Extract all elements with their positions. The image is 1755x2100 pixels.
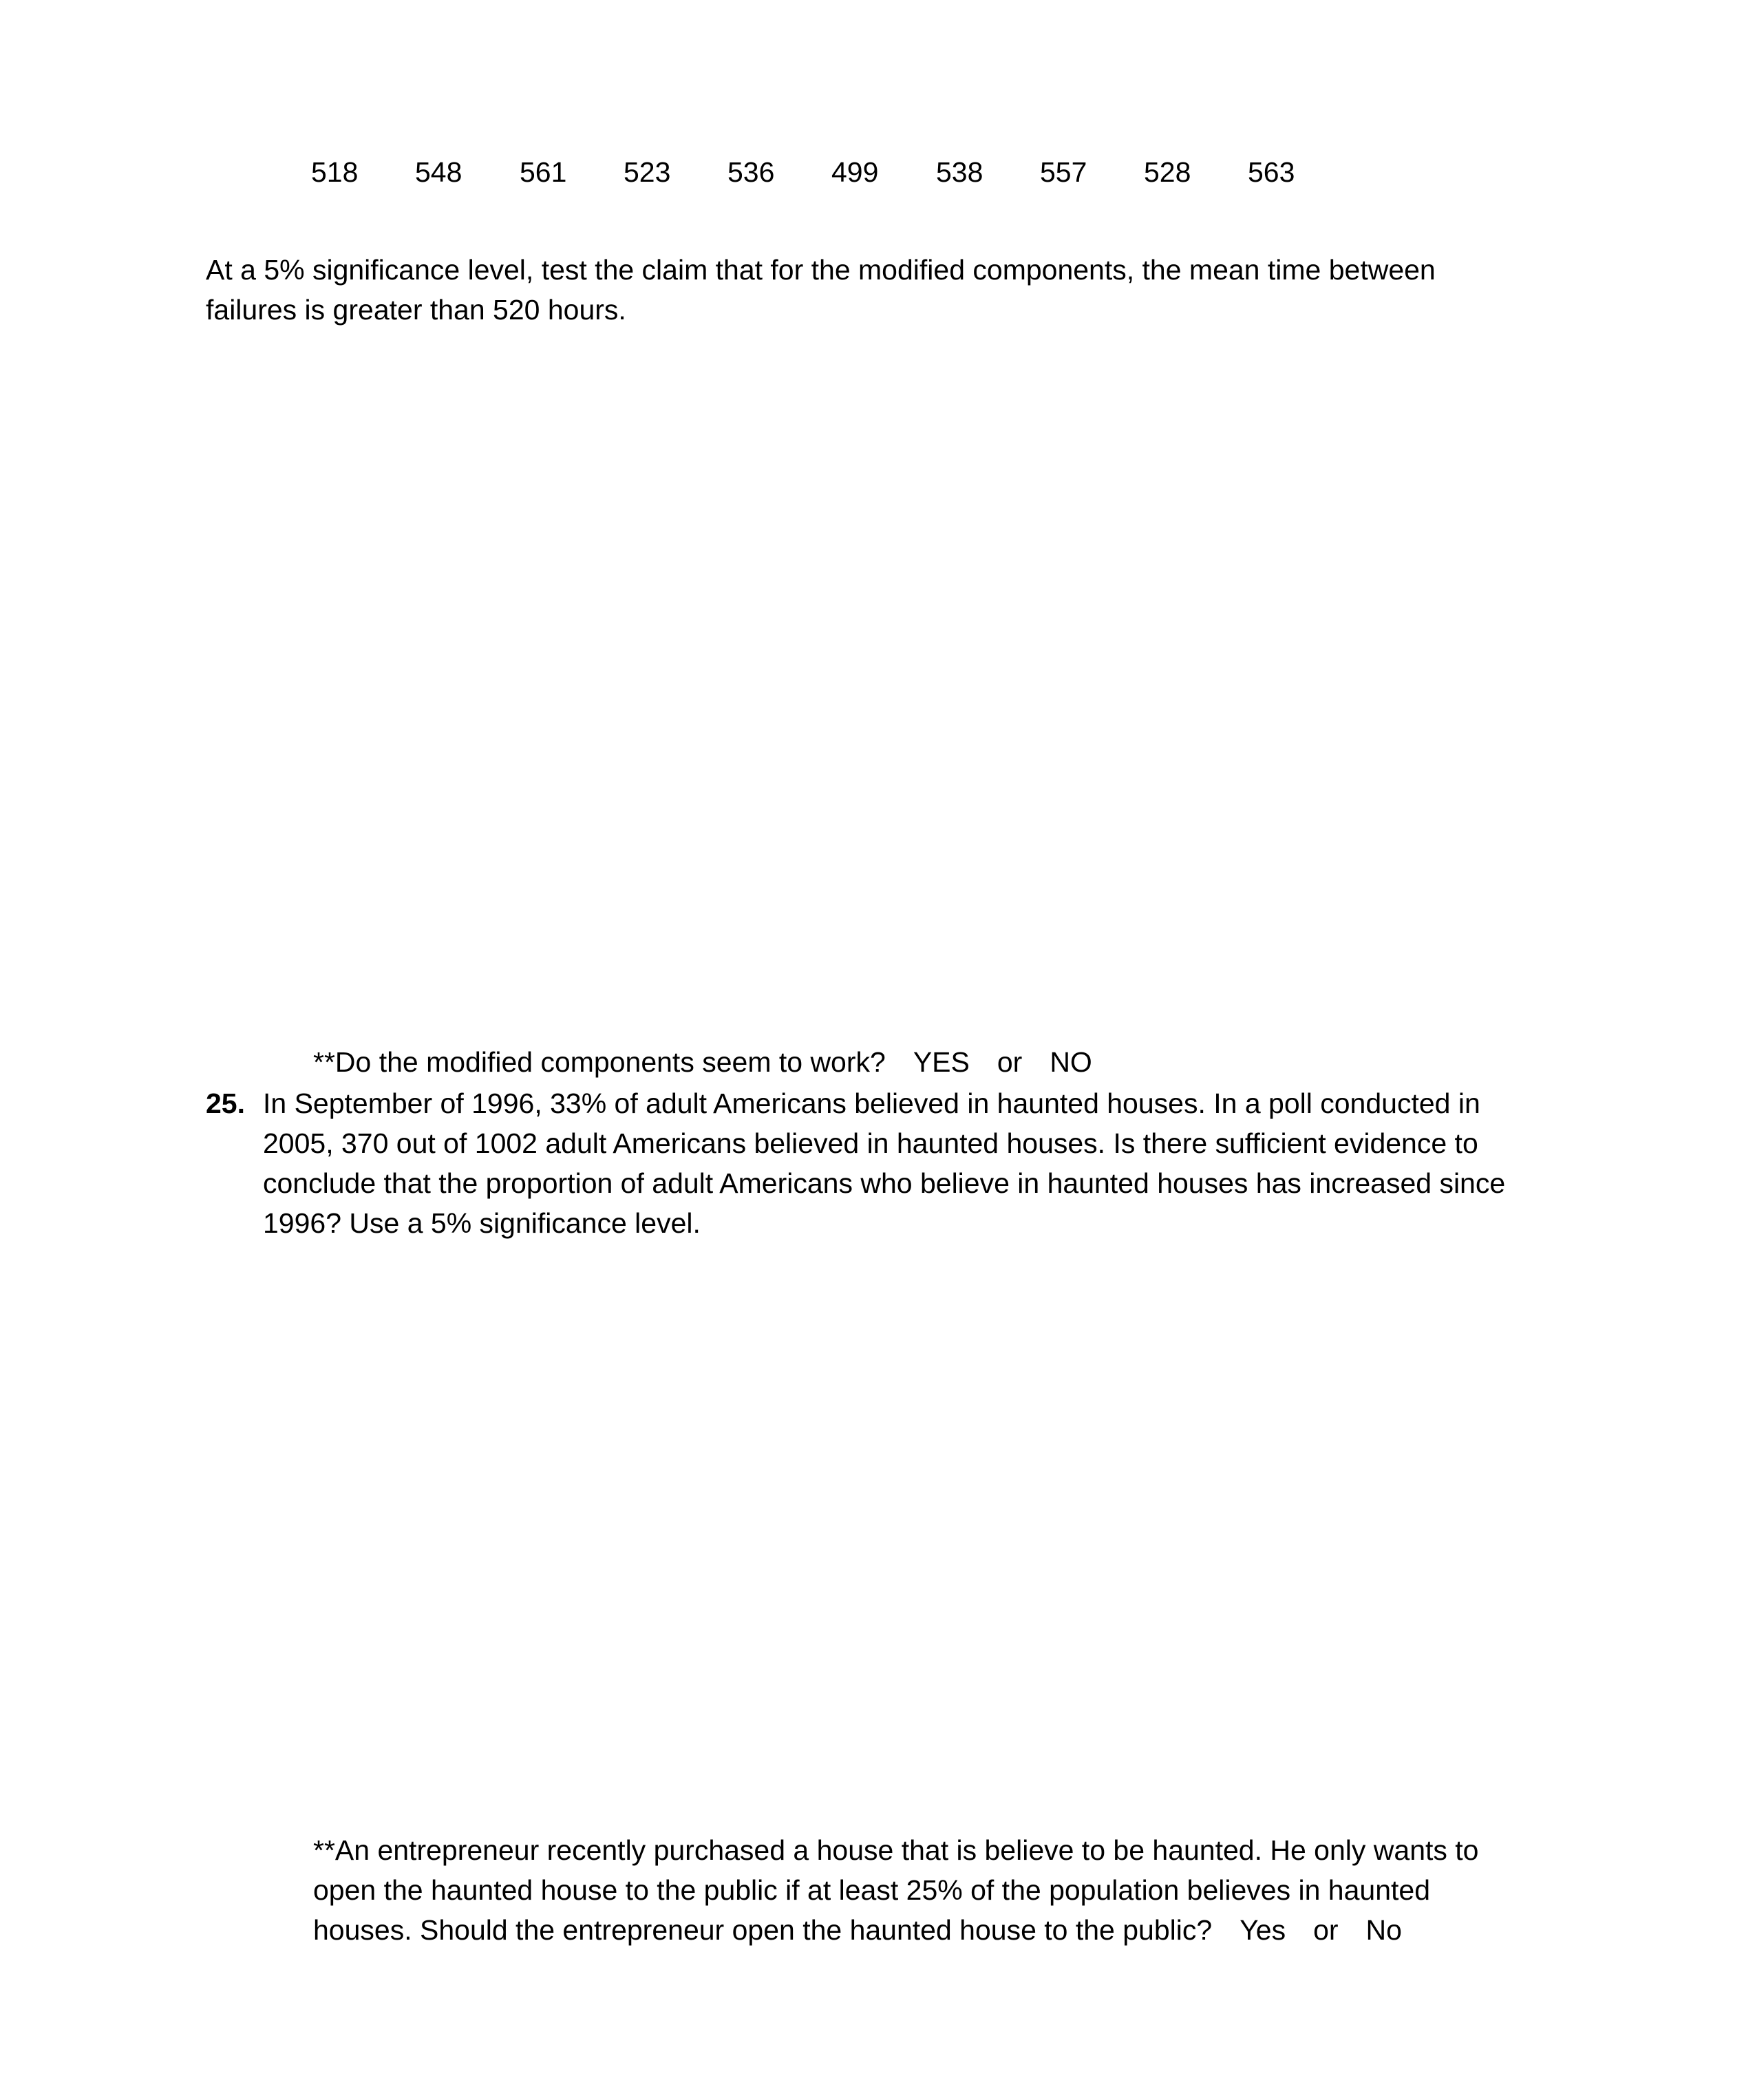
question-line: 1996? Use a 5% significance level. bbox=[263, 1207, 701, 1239]
data-value: 548 bbox=[415, 156, 462, 188]
data-value: 523 bbox=[624, 156, 671, 188]
followup-question: houses. Should the entrepreneur open the haunted house to the public? bbox=[313, 1914, 1213, 1946]
option-yes: YES bbox=[913, 1046, 970, 1078]
data-value: 538 bbox=[936, 156, 983, 188]
option-connector: or bbox=[997, 1046, 1023, 1078]
data-value: 563 bbox=[1248, 156, 1295, 188]
question-line: conclude that the proportion of adult Americans who believe in haunted houses has increased since bbox=[263, 1167, 1506, 1199]
question-line: In September of 1996, 33% of adult Americans believed in haunted houses. In a poll conducted in bbox=[263, 1088, 1480, 1119]
q25-followup bbox=[313, 1830, 1478, 1950]
claim-line: At a 5% significance level, test the claim that for the modified components, the mean time between bbox=[206, 254, 1436, 286]
data-value: 536 bbox=[727, 156, 775, 188]
option-connector: or bbox=[1313, 1914, 1339, 1946]
data-value: 518 bbox=[311, 156, 359, 188]
option-no: NO bbox=[1050, 1046, 1092, 1078]
followup-last-line bbox=[313, 1910, 1478, 1950]
question-line: 2005, 370 out of 1002 adult Americans believed in haunted houses. Is there sufficient evidence to bbox=[263, 1127, 1478, 1159]
question-number: 25. bbox=[206, 1088, 245, 1119]
data-values-row bbox=[0, 153, 1755, 191]
followup-line: open the haunted house to the public if at least 25% of the population believes in haunted bbox=[313, 1874, 1431, 1906]
followup-line: **An entrepreneur recently purchased a house that is believe to be haunted. He only wants to bbox=[313, 1834, 1479, 1866]
option-yes: Yes bbox=[1240, 1914, 1286, 1946]
claim-line: failures is greater than 520 hours. bbox=[206, 294, 626, 326]
followup-question: **Do the modified components seem to work? bbox=[313, 1046, 886, 1078]
data-value: 528 bbox=[1144, 156, 1191, 188]
data-value: 561 bbox=[520, 156, 567, 188]
data-value: 557 bbox=[1040, 156, 1087, 188]
option-no: No bbox=[1365, 1914, 1402, 1946]
claim-paragraph bbox=[206, 250, 1436, 330]
question-body bbox=[263, 1083, 1505, 1243]
data-value: 499 bbox=[831, 156, 879, 188]
q24-followup bbox=[313, 1042, 1092, 1082]
